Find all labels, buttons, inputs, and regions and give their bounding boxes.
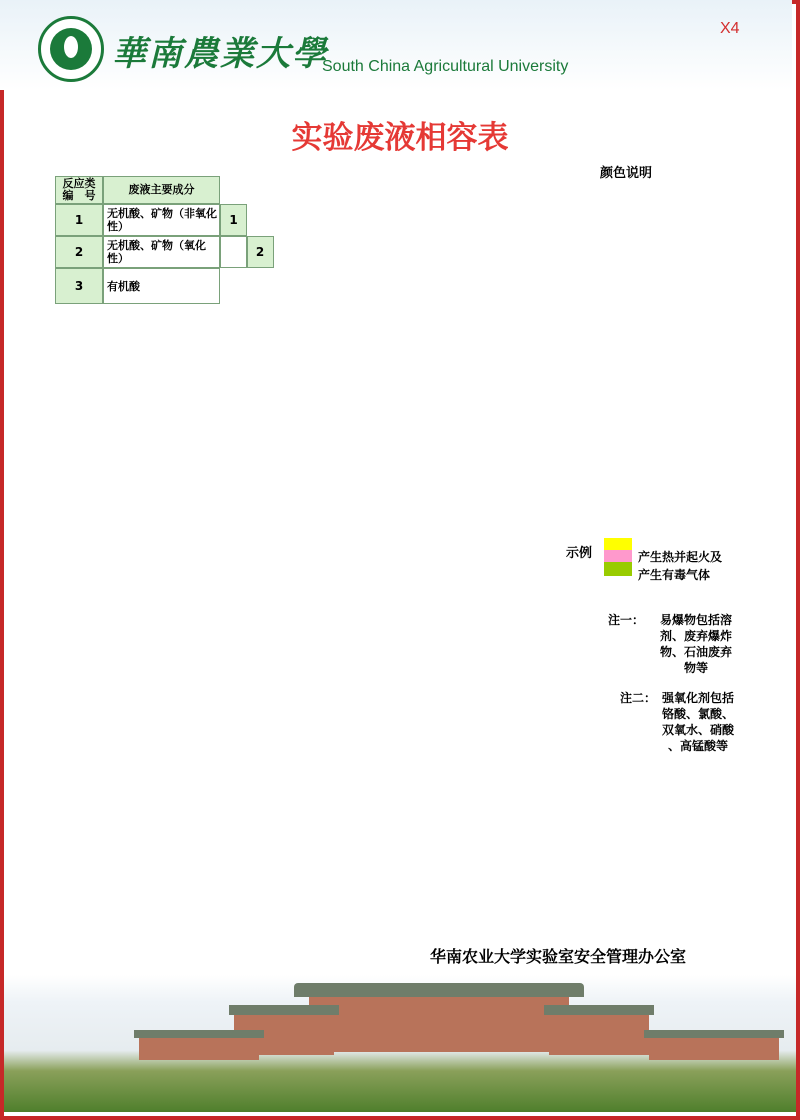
document-code: X4 [720,20,740,37]
campus-building-photo [4,975,796,1112]
header-name: 废液主要成分 [103,176,220,204]
university-name-en: South China Agricultural University [322,58,569,75]
example-swatch-fire [604,550,632,562]
example-swatch-heat [604,538,632,550]
row-number-1: 1 [55,204,103,236]
row-number-3: 3 [55,268,103,304]
row-name-3: 有机酸 [103,268,220,304]
note-2-label: 注二： [620,691,657,705]
footer-office: 华南农业大学实验室安全管理办公室 [430,947,687,966]
row-number-2: 2 [55,236,103,268]
example-text-2: 产生有毒气体 [638,568,711,582]
row-name-2: 无机酸、矿物（氧化性） [103,236,220,268]
cell-2-1 [220,236,247,268]
header-number: 反应类 编 号 [55,176,103,204]
legend-title: 颜色说明 [600,166,653,181]
page-title: 实验废液相容表 [291,120,509,156]
note-1-text: 易爆物包括溶 剂、废弃爆炸 物、石油废弃 物等 [660,613,733,675]
note-2-text: 强氧化剂包括 铬酸、氯酸、 双氧水、硝酸 、高锰酸等 [662,691,735,753]
diagonal-1: 1 [220,204,247,236]
example-text [638,548,722,584]
example-label: 示例 [566,546,593,561]
university-name-cn: 華南農業大學 [112,34,328,74]
note-1-label: 注一： [608,613,645,627]
row-name-1: 无机酸、矿物（非氧化性） [103,204,220,236]
diagonal-2: 2 [247,236,274,268]
example-text-1: 产生热并起火及 [638,550,723,564]
example-swatch-toxic [604,562,632,576]
